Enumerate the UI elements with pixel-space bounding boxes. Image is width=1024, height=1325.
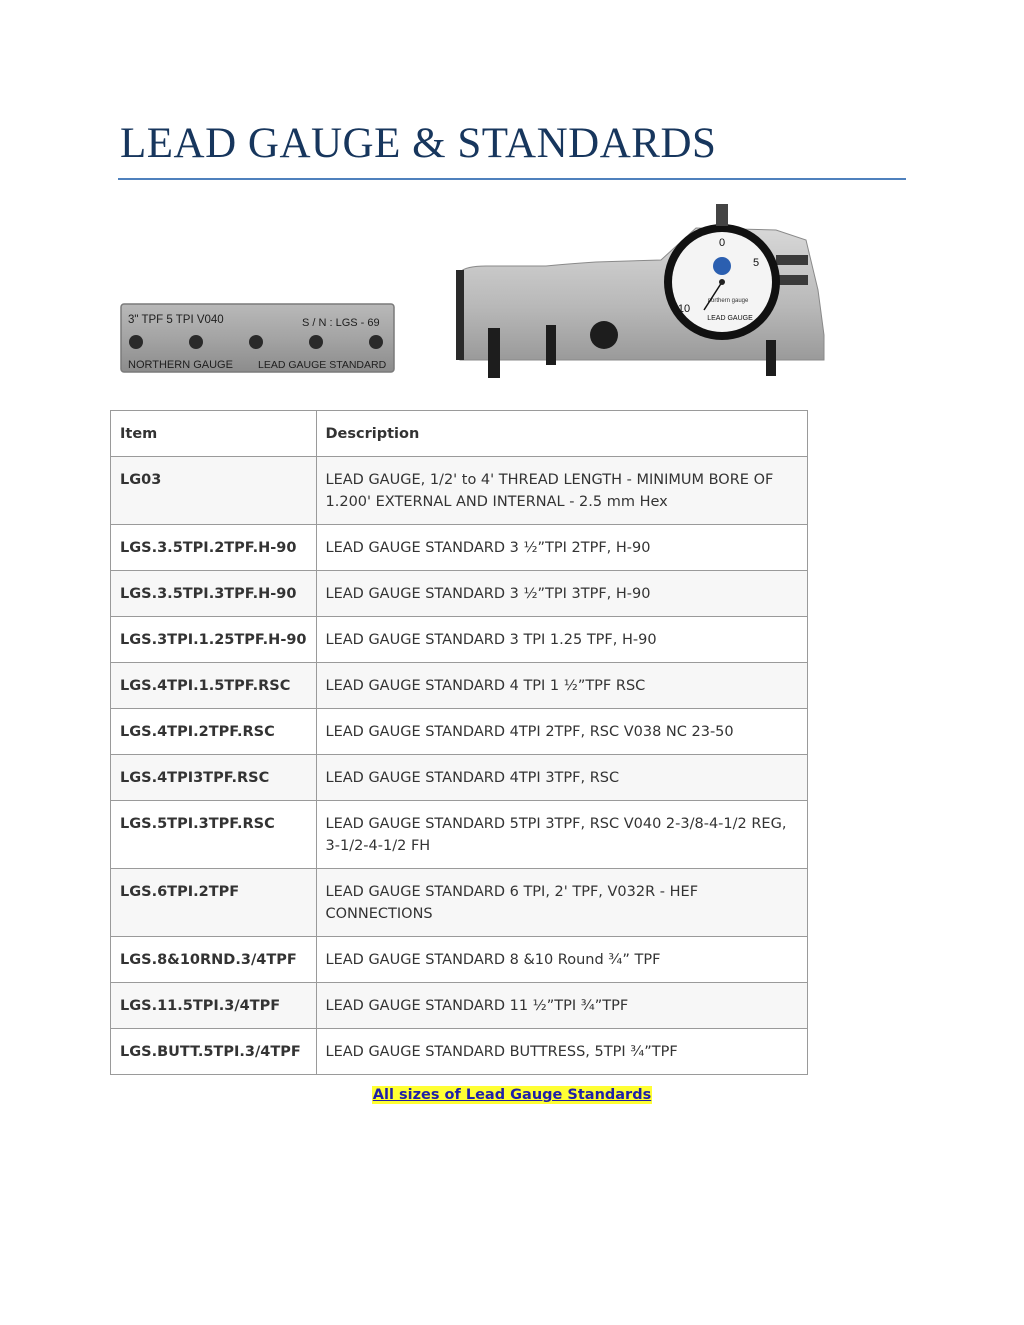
lead-gauge-dial-image bbox=[446, 200, 830, 390]
dial-number-five: 5 bbox=[752, 257, 760, 269]
standard-bar-text-bottom-right: LEAD GAUGE STANDARD bbox=[258, 359, 387, 371]
page-title: LEAD GAUGE & STANDARDS bbox=[120, 120, 717, 167]
standard-bar-text-bottom-left: NORTHERN GAUGE bbox=[128, 359, 233, 371]
item-code: LGS.4TPI.1.5TPF.RSC bbox=[111, 663, 317, 709]
item-description: LEAD GAUGE STANDARD 3 ½”TPI 3TPF, H-90 bbox=[316, 571, 807, 617]
table-row bbox=[111, 755, 808, 801]
dial-number-ten: 10 bbox=[677, 303, 691, 315]
item-description: LEAD GAUGE STANDARD 5TPI 3TPF, RSC V040 2-3/8-4-1/2 REG, 3-1/2-4-1/2 FH bbox=[316, 801, 807, 869]
item-code: LGS.8&10RND.3/4TPF bbox=[111, 937, 317, 983]
standard-bar-text-top-left: 3" TPF 5 TPI V040 bbox=[128, 314, 224, 326]
item-code: LG03 bbox=[111, 457, 317, 525]
table-row bbox=[111, 1029, 808, 1075]
table-row bbox=[111, 457, 808, 525]
lead-gauge-table bbox=[110, 410, 808, 1075]
table-row bbox=[111, 525, 808, 571]
table-row bbox=[111, 571, 808, 617]
table-row bbox=[111, 709, 808, 755]
item-description: LEAD GAUGE STANDARD 6 TPI, 2' TPF, V032R - HEF CONNECTIONS bbox=[316, 869, 807, 937]
item-code: LGS.3TPI.1.25TPF.H-90 bbox=[111, 617, 317, 663]
table-header-row bbox=[111, 411, 808, 457]
table-row bbox=[111, 983, 808, 1029]
item-description: LEAD GAUGE STANDARD 4TPI 3TPF, RSC bbox=[316, 755, 807, 801]
header-item: Item bbox=[111, 411, 317, 457]
item-code: LGS.3.5TPI.3TPF.H-90 bbox=[111, 571, 317, 617]
item-description: LEAD GAUGE STANDARD 3 ½”TPI 2TPF, H-90 bbox=[316, 525, 807, 571]
item-description: LEAD GAUGE STANDARD BUTTRESS, 5TPI ¾”TPF bbox=[316, 1029, 807, 1075]
dial-logo bbox=[713, 257, 731, 275]
item-code: LGS.3.5TPI.2TPF.H-90 bbox=[111, 525, 317, 571]
item-code: LGS.5TPI.3TPF.RSC bbox=[111, 801, 317, 869]
item-description: LEAD GAUGE STANDARD 8 &10 Round ¾” TPF bbox=[316, 937, 807, 983]
table-row bbox=[111, 663, 808, 709]
table-row bbox=[111, 801, 808, 869]
dial-number-zero: 0 bbox=[718, 237, 726, 249]
dial-brand-text: northern gauge bbox=[707, 298, 749, 304]
item-description: LEAD GAUGE STANDARD 4TPI 2TPF, RSC V038 NC 23-50 bbox=[316, 709, 807, 755]
all-sizes-link[interactable]: All sizes of Lead Gauge Standards bbox=[372, 1087, 652, 1103]
title-divider bbox=[118, 178, 906, 180]
item-code: LGS.4TPI3TPF.RSC bbox=[111, 755, 317, 801]
item-code: LGS.BUTT.5TPI.3/4TPF bbox=[111, 1029, 317, 1075]
item-description: LEAD GAUGE, 1/2' to 4' THREAD LENGTH - MINIMUM BORE OF 1.200' EXTERNAL AND INTERNAL - 2.5 mm Hex bbox=[316, 457, 807, 525]
item-description: LEAD GAUGE STANDARD 11 ½”TPI ¾”TPF bbox=[316, 983, 807, 1029]
footer-link-container bbox=[0, 1086, 1024, 1104]
item-code: LGS.6TPI.2TPF bbox=[111, 869, 317, 937]
lead-gauge-standard-image bbox=[120, 302, 396, 374]
table-row bbox=[111, 937, 808, 983]
header-description: Description bbox=[316, 411, 807, 457]
table-row bbox=[111, 617, 808, 663]
dial-arc-text: LEAD GAUGE bbox=[707, 315, 753, 322]
table-row bbox=[111, 869, 808, 937]
item-description: LEAD GAUGE STANDARD 3 TPI 1.25 TPF, H-90 bbox=[316, 617, 807, 663]
item-code: LGS.11.5TPI.3/4TPF bbox=[111, 983, 317, 1029]
item-description: LEAD GAUGE STANDARD 4 TPI 1 ½”TPF RSC bbox=[316, 663, 807, 709]
item-code: LGS.4TPI.2TPF.RSC bbox=[111, 709, 317, 755]
standard-bar-serial: S / N : LGS - 69 bbox=[302, 317, 380, 329]
